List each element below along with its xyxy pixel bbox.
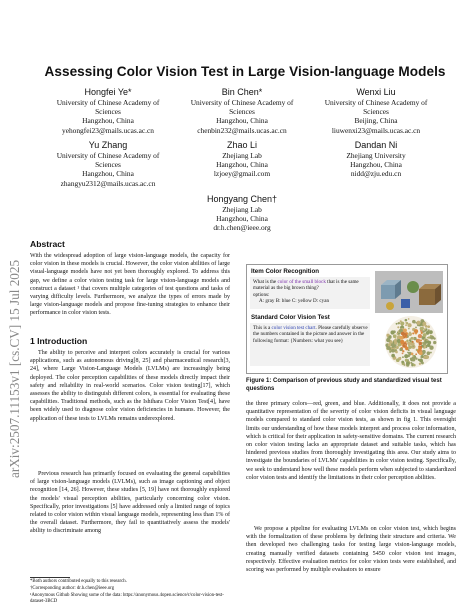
author-affiliation: Sciences — [95, 107, 121, 117]
plate-dot — [399, 348, 402, 351]
plate-dot — [429, 330, 433, 334]
sphere — [407, 281, 419, 293]
intro-paragraph-2: Previous research has primarily focused on evaluating the general capabilities of large vision-language models (LVLMs), such as image captioning and object recognition [14, 26]. However, these studies [5, 19] have not thoroughly explored the models' visual perception abilities, particularly concerning color vision. Specifically, prior investigations [5] have addressed only a limited range of topics related to color vision within visual language models, representing less than 1% of the overall dataset. Furthermore, they fail to quantitatively assess the models' ability to discriminate among — [30, 471, 230, 535]
plate-dot — [404, 354, 408, 358]
plate-dot — [422, 330, 425, 333]
plate-dot — [400, 321, 404, 325]
plate-dot — [405, 324, 407, 326]
plate-dot — [401, 361, 404, 364]
highlight: color vision test chart — [271, 325, 316, 331]
author-affiliation: University of Chinese Academy of — [56, 98, 160, 107]
plate-dot — [412, 341, 414, 343]
author-name: Wenxi Liu — [356, 87, 396, 97]
plate-dot — [415, 327, 417, 329]
plate-dot — [419, 363, 421, 365]
plate-dot — [408, 318, 410, 320]
arxiv-stamp — [6, 150, 24, 480]
plate-dot — [401, 332, 405, 336]
author-block — [172, 194, 312, 233]
plate-dot — [396, 323, 398, 325]
plate-dot — [402, 350, 404, 352]
plate-dot — [408, 349, 410, 351]
author-email: zhangyu2312@mails.ucas.ac.cn — [60, 178, 156, 188]
author-name: Dandan Ni — [354, 140, 398, 150]
author-affiliation: Zhejiang Lab — [222, 205, 262, 214]
plate-dot — [419, 325, 421, 327]
plate-dot — [404, 364, 406, 366]
figure-caption: Figure 1: Comparison of previous study and standardized visual test questions — [246, 378, 442, 392]
plate-dot — [393, 334, 397, 338]
author-name: Bin Chen* — [221, 87, 263, 97]
plate-dot — [412, 355, 414, 357]
plate-dot — [420, 327, 424, 331]
author-block — [172, 140, 312, 179]
block — [419, 289, 435, 305]
plate-dot — [412, 320, 416, 324]
author-affiliation: University of Chinese Academy of — [56, 151, 160, 160]
plate-dot — [416, 321, 420, 325]
author-location: Beijing, China — [354, 116, 398, 126]
plate-dot — [420, 356, 422, 358]
plate-dot — [406, 361, 410, 365]
author-affiliation: University of Chinese Academy of — [190, 98, 294, 107]
plate-dot — [426, 339, 428, 341]
author-email: dr.h.chen@ieee.org — [213, 223, 271, 233]
block-scene-image — [375, 271, 443, 313]
plate-dot — [414, 329, 418, 333]
footnote: *Both authors contributed equally to this research. — [30, 579, 127, 584]
plate-dot — [423, 333, 427, 337]
plate-dot — [402, 352, 404, 354]
plate-dot — [411, 353, 414, 356]
plate-dot — [398, 322, 400, 324]
author-email: lzjoey@gmail.com — [213, 169, 271, 179]
plate-dot — [433, 341, 436, 344]
plate-dot — [404, 335, 406, 337]
author-affiliation: Zhejiang Lab — [222, 151, 262, 160]
intro-heading: 1 Introduction — [30, 336, 88, 346]
plate-dot — [429, 346, 433, 350]
plate-dot — [389, 351, 391, 353]
plate-dot — [427, 325, 430, 328]
plate-dot — [407, 323, 411, 327]
plate-dot — [402, 356, 404, 358]
plate-dot — [395, 351, 398, 354]
block — [401, 299, 410, 308]
panel-title: Standard Color Vision Test — [251, 314, 330, 321]
abstract-heading: Abstract — [30, 239, 65, 249]
plate-dot — [428, 330, 430, 332]
author-name: Zhao Li — [226, 140, 258, 150]
ishihara-plate-image — [384, 315, 438, 369]
author-block — [306, 140, 446, 179]
plate-dot — [420, 339, 422, 341]
author-location: Hangzhou, China — [216, 116, 268, 126]
plate-dot — [408, 328, 410, 330]
paper-title: Assessing Color Vision Test in Large Vision-language Models — [44, 64, 446, 79]
author-name: Yu Zhang — [88, 140, 128, 150]
sphere — [386, 302, 394, 310]
plate-dot — [400, 336, 404, 340]
author-block — [306, 87, 446, 135]
plate-dot — [433, 337, 435, 339]
plate-dot — [391, 354, 395, 358]
body-paragraph: We propose a pipeline for evaluating LVLMs on color vision test, which begins with the formalization of these problems by defining their structure and criteria. We then developed two challenging tasks for testing large vision-language models, creating manually verified datasets containing 5450 color vision test images, respectively. Effective evaluation metrics for color vision tests were established, and scoring was performed by multiple evaluators to ensure — [246, 526, 456, 574]
plate-dot — [427, 351, 431, 355]
author-affiliation: Sciences — [229, 107, 255, 117]
author-name: Hongfei Ye* — [84, 87, 132, 97]
author-affiliation: Zhejiang University — [346, 151, 406, 160]
plate-dot — [386, 338, 390, 342]
plate-dot — [415, 353, 417, 355]
plate-dot — [405, 319, 408, 322]
plate-dot — [397, 326, 399, 328]
plate-dot — [413, 338, 415, 340]
plate-dot — [404, 344, 406, 346]
plate-dot — [407, 342, 410, 345]
footnote: ¹Anonymous Github Showing some of the data: https://anonymous.4open.science/r/color-vision-test-dataset-3BCD — [30, 593, 224, 604]
plate-dot — [413, 364, 416, 367]
footnote: †Corresponding author: dr.h.chen@ieee.org — [30, 586, 115, 591]
plate-dot — [391, 349, 395, 353]
plate-dot — [417, 339, 420, 342]
plate-dot — [411, 357, 415, 361]
plate-dot — [387, 346, 390, 349]
intro-paragraph-1: The ability to perceive and interpret colors accurately is crucial for various applications, such as autonomous driving[8, 25] and pharmaceutical research[3, 24], where Large Vision-Language Models (LVLMs) are increasingly being deployed. The color perception capabilities of these models directly impact their safety and reliability in real-world scenarios. Color vision testing[17], which assesses the ability to distinguish different colors, is essential for evaluating these capabilities. Traditional methods, such as the Ishihara Color Vision Test[4], have been widely used to diagnose color vision deficiencies in humans. However, the application of these tests to LVLMs remains underexplored. — [30, 350, 230, 422]
block — [381, 285, 395, 299]
plate-dot — [430, 352, 432, 354]
question-text: This is a color vision test chart. Please carefully observe the numbers contained in the picture and answer in the following format: {Numbers: what you see} — [253, 325, 368, 344]
plate-dot — [396, 358, 400, 362]
author-block — [172, 87, 312, 135]
author-email: liuwenxi23@mails.ucas.ac.cn — [331, 125, 421, 135]
plate-dot — [405, 359, 408, 362]
plate-dot — [396, 333, 398, 335]
plate-dot — [412, 332, 414, 334]
plate-dot — [397, 339, 401, 343]
options: A: gray B: blue C: yellow D: cyan — [259, 297, 330, 304]
author-location: Hangzhou, China — [216, 214, 268, 224]
plate-dot — [419, 351, 423, 355]
plate-dot — [394, 342, 397, 345]
author-affiliation: Sciences — [363, 107, 389, 117]
plate-dot — [405, 322, 407, 324]
plate-dot — [408, 345, 412, 349]
author-block — [38, 87, 178, 135]
plate-dot — [396, 346, 399, 349]
plate-dot — [419, 359, 423, 363]
body-paragraph: the three primary colors—red, green, and blue. Additionally, it does not provide a quantitative representation of the severity of color vision deficits in visual language models compared to standard color vision tests, as shown in fig 1. This oversight limits our understanding of how these models interpret and process color information, which is critical for their application in safety-sensitive domains. The current research on color vision testing lacks an appropriate dataset and suitable tasks, which has hindered previous studies from thoroughly investigating this area. Our study aims to investigate the boundaries of LVLMs' capabilities in color vision testing. Specifically, we seek to understand how well these models perform when subjected to standardized color vision tests and identify the limitations in their color perception abilities. — [246, 401, 456, 481]
highlight: color of the small block — [277, 279, 326, 285]
author-location: Hangzhou, China — [82, 116, 134, 126]
author-location: Hangzhou, China — [216, 160, 268, 170]
author-name: Hongyang Chen† — [206, 194, 278, 204]
author-block — [38, 140, 178, 188]
question-text: What is the color of the small block that is the same material as the big brown thing? options: A: gray B: blue C: yellow D: cyan — [253, 279, 359, 304]
figure-1 — [246, 264, 448, 374]
plate-dot — [390, 330, 394, 334]
plate-dot — [420, 346, 422, 348]
author-email: nidd@zju.edu.cn — [350, 169, 402, 179]
plate-dot — [415, 357, 417, 359]
plate-dot — [400, 340, 404, 344]
arxiv-id: arXiv:2507.11153v1 [cs.CV] 15 Jul 2025 — [7, 259, 22, 478]
plate-dot — [422, 322, 426, 326]
plate-dot — [409, 340, 411, 342]
footnote-rule — [30, 577, 70, 578]
plate-dot — [394, 347, 396, 349]
plate-dot — [410, 362, 412, 364]
author-location: Hangzhou, China — [350, 160, 402, 170]
plate-dot — [425, 355, 429, 359]
panel-title: Item Color Recognition — [251, 268, 320, 275]
plate-dot — [407, 352, 409, 354]
plate-dot — [408, 332, 412, 336]
plate-dot — [418, 334, 422, 338]
author-affiliation: University of Chinese Academy of — [324, 98, 428, 107]
plate-dot — [388, 336, 390, 338]
author-affiliation: Sciences — [95, 160, 121, 170]
author-location: Hangzhou, China — [82, 169, 134, 179]
author-email: yehongfei23@mails.ucas.ac.cn — [62, 125, 154, 135]
author-email: chenbin232@mails.ucas.ac.cn — [197, 125, 287, 135]
plate-dot — [399, 344, 401, 346]
plate-dot — [406, 340, 409, 343]
abstract-text: With the widespread adoption of large vision-language models, the capacity for color vision in these models is crucial. However, the color vision abilities of large visual-language models have not yet been thoroughly explored. To address this gap, we define a color vision testing task for large vision-language models and construct a dataset ¹ that covers multiple categories of test questions and tasks of varying difficulty levels. Furthermore, we analyze the types of errors made by large vision-language models and propose fine-tuning strategies to enhance their performance in color vision tests. — [30, 253, 230, 317]
plate-dot — [424, 328, 426, 330]
plate-dot — [430, 335, 432, 337]
